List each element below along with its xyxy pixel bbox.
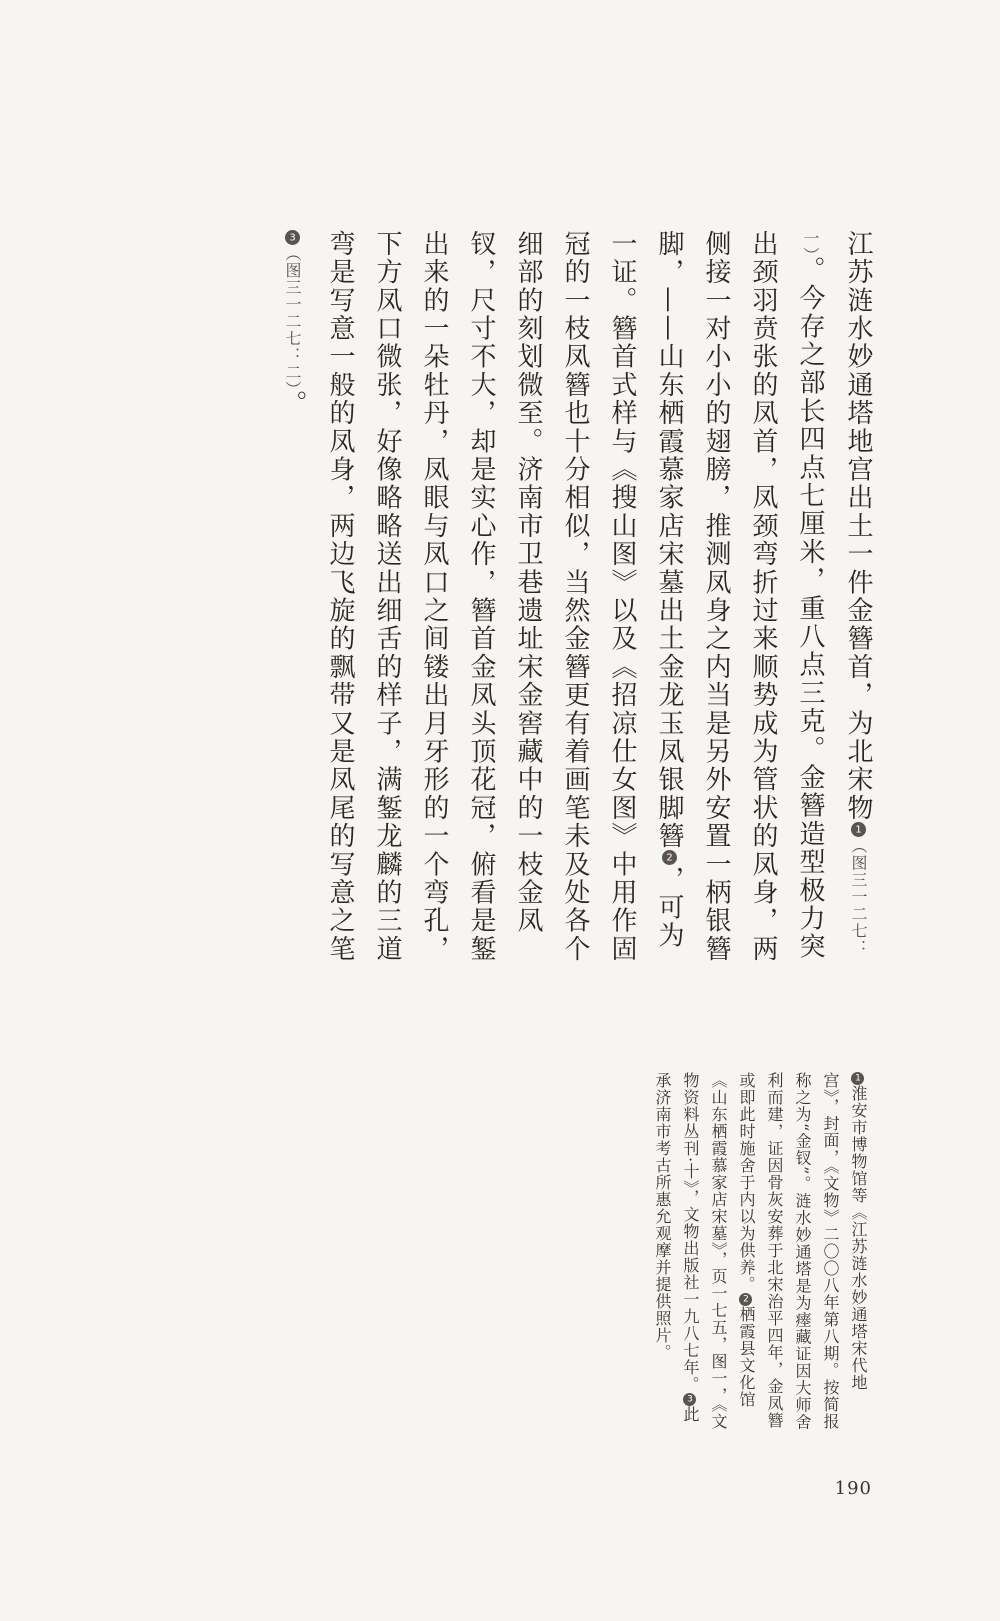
figure-reference: （图三一二七：二） xyxy=(283,245,302,390)
text-segment: 江苏涟水妙通塔地宫出土一件金簪首，为北宋物 xyxy=(843,230,873,823)
footnotes xyxy=(612,1072,872,1432)
text-segment: 。今存之部长四点七厘米，重八点三克。金簪造型极力突出颈羽贲张的凤首，凤颈弯折过来顺势成为管状的凤身，两侧接一对小小的翅膀，推测凤身之内当是另外安置一柄银簪脚，——山东栖霞慕家店宋墓出土金龙玉凤银脚簪 xyxy=(654,230,825,964)
footnote-text: 栖霞县文化馆《山东栖霞慕家店宋墓》，页一七五，图一，《文物资料丛刊·十》，文物出版社一九八七年。 xyxy=(681,1072,756,1430)
footnote-number: 3 xyxy=(683,1393,696,1406)
footnote-number: 1 xyxy=(851,1072,864,1085)
paragraph xyxy=(268,178,882,978)
figure-reference: （图三一二七：一） xyxy=(801,230,868,957)
text-segment: 。 xyxy=(277,390,307,419)
main-body-text xyxy=(277,178,882,978)
footnote-marker-2[interactable]: 2 xyxy=(662,850,677,865)
footnote-marker-1[interactable]: 1 xyxy=(851,822,866,837)
footnote-marker-3[interactable]: 3 xyxy=(285,230,300,245)
text-segment: ，可为一证。簪首式样与《搜山图》以及《招凉仕女图》中用作固冠的一枝凤簪也十分相似，当然金簪更有着画笔未及处各个细部的刻划微至。济南市卫巷遗址宋金窖藏中的一枝金凤钗，尺寸不大，却是实心作，簪首金凤头顶花冠，俯看是錾出来的一朵牡丹，凤眼与凤口之间镂出月牙形的一个弯孔，下方凤口微张，好像略略送出细舌的样子，满錾龙麟的三道弯是写意一般的凤身，两边飞旋的飘带又是凤尾的写意之笔 xyxy=(325,230,684,964)
footnote-text: 此承济南市考古所惠允观摩并提供照片。 xyxy=(653,1072,700,1424)
footnote-text: 淮安市博物馆等《江苏涟水妙通塔宋代地宫》，封面，《文物》二〇〇八年第八期。按简报称之为“金钗”。涟水妙通塔是为瘗藏证因大师舍利而建，证因骨灰安葬于北宋治平四年，金凤簪或即此时施舍于内以为供养。 xyxy=(737,1072,868,1431)
footnote xyxy=(648,1072,872,1432)
page-number: 190 xyxy=(834,1478,872,1499)
footnote-number: 2 xyxy=(739,1293,752,1306)
